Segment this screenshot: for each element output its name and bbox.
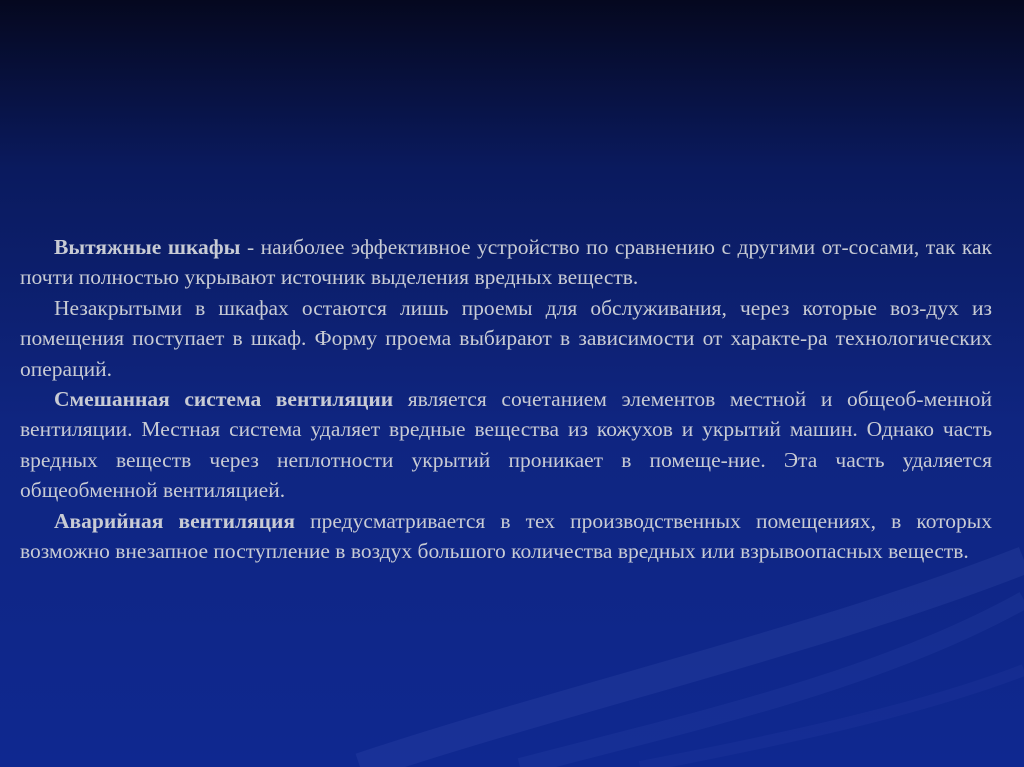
paragraph-hood-openings	[20, 293, 992, 384]
term-mixed-ventilation: Смешанная система вентиляции	[54, 387, 394, 412]
text-emergency-ventilation: предусматривается в тех производственных помещениях, в которых возможно внезапное поступление в воздух большого количества вредных или взрывоопасных веществ.	[20, 508, 992, 564]
paragraph-fume-hoods	[20, 232, 992, 293]
slide-body	[20, 232, 992, 566]
paragraph-mixed-ventilation	[20, 384, 992, 506]
term-fume-hoods: Вытяжные шкафы	[54, 235, 241, 259]
text-mixed-ventilation: является сочетанием элементов местной и общеоб-менной вентиляции. Местная система удаляет вредные вещества из кожухов и укрытий машин. Однако часть вредных веществ через неплотности укрытий проникает в помеще-ние. Эта часть удаляется общеобменной вентиляцией.	[20, 387, 992, 503]
term-emergency-ventilation: Аварийная вентиляция	[54, 508, 296, 533]
text-fume-hoods: - наиболее эффективное устройство по сравнению с другими от-сосами, так как почти полностью укрывают источник выделения вредных веществ.	[20, 235, 993, 290]
text-hood-openings: Незакрытыми в шкафах остаются лишь проемы для обслуживания, через которые воз-дух из помещения поступает в шкаф. Форму проема выбирают в зависимости от характе-ра технологических операций.	[20, 295, 992, 381]
paragraph-emergency-ventilation	[20, 506, 992, 567]
